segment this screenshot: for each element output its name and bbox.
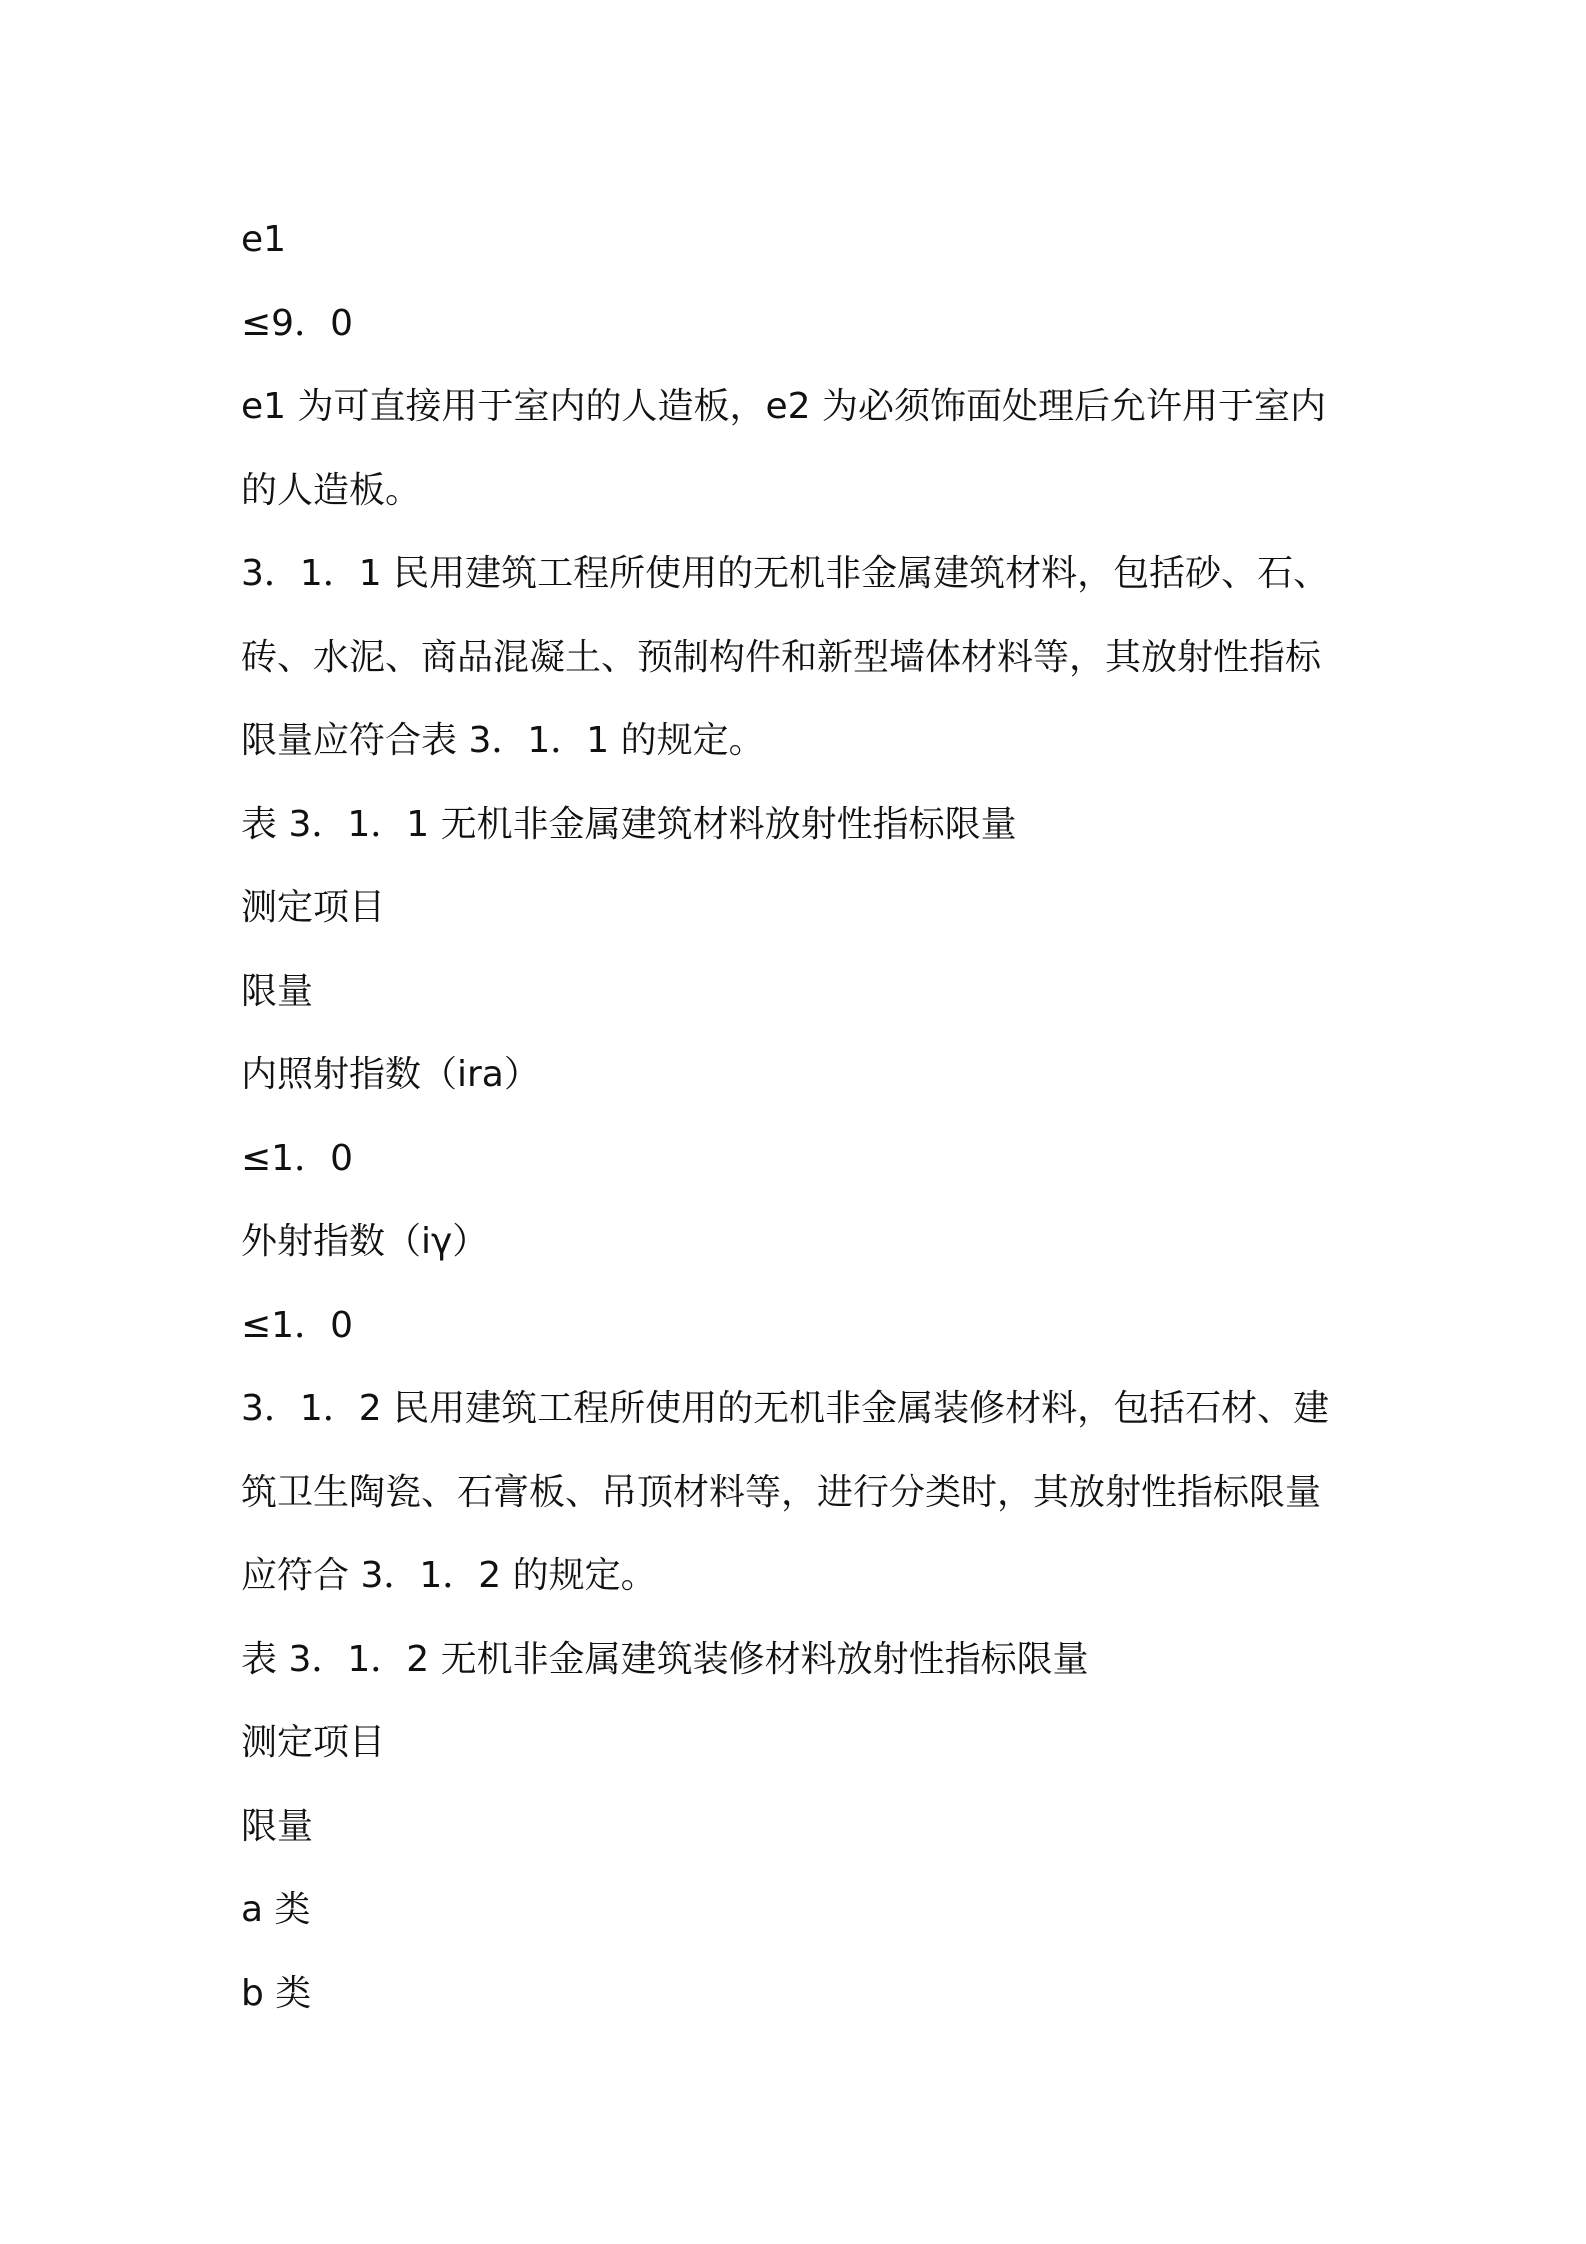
table-header: 测定项目	[241, 1722, 386, 1763]
table-cell: ≤1．0	[241, 1137, 353, 1179]
text-line: ≤9．0	[241, 302, 353, 344]
table-cell: ≤1．0	[241, 1304, 353, 1346]
text-line: 筑卫生陶瓷、石膏板、吊顶材料等，进行分类时，其放射性指标限量	[241, 1471, 1322, 1513]
table-header: 限量	[241, 1805, 314, 1847]
text-line: e1 为可直接用于室内的人造板，e2 为必须饰面处理后允许用于室内	[241, 386, 1326, 427]
table-header: 测定项目	[241, 887, 386, 928]
document-body	[241, 198, 1351, 2035]
table-caption: 表 3．1．1 无机非金属建筑材料放射性指标限量	[241, 803, 1017, 845]
text-line: 砖、水泥、商品混凝土、预制构件和新型墙体材料等，其放射性指标	[241, 636, 1322, 678]
text-line: e1	[241, 219, 287, 260]
text-line: 限量应符合表 3．1．1 的规定。	[241, 720, 765, 761]
table-caption: 表 3．1．2 无机非金属建筑装修材料放射性指标限量	[241, 1638, 1089, 1680]
text-line: 3．1．2 民用建筑工程所使用的无机非金属装修材料，包括石材、建	[241, 1388, 1330, 1429]
table-cell: 外射指数（iγ）	[241, 1221, 489, 1262]
table-header: 限量	[241, 970, 314, 1012]
table-cell: 内照射指数（ira）	[241, 1054, 540, 1095]
table-cell: b 类	[241, 1972, 312, 2014]
text-line: 应符合 3．1．2 的规定。	[241, 1555, 657, 1596]
text-line: 3．1．1 民用建筑工程所使用的无机非金属建筑材料，包括砂、石、	[241, 553, 1330, 594]
table-cell: a 类	[241, 1889, 311, 1930]
text-line: 的人造板。	[241, 469, 422, 511]
